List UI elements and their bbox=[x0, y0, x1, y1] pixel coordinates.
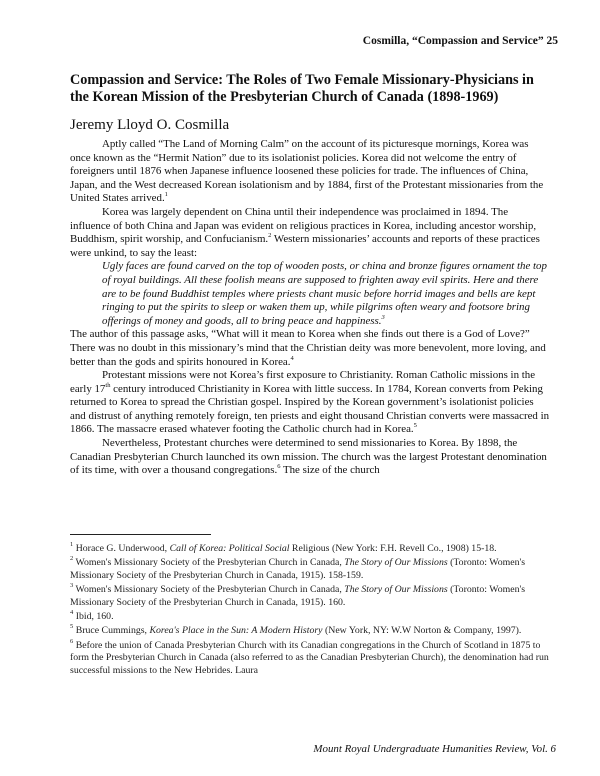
block-quote bbox=[102, 260, 550, 328]
journal-footer: Mount Royal Undergraduate Humanities Review, Vol. 6 bbox=[313, 743, 556, 755]
footnote-item bbox=[70, 584, 556, 609]
paragraph-text: Nevertheless, Protestant churches were determined to send missionaries to Korea. By 1898, the Canadian Presbyterian Church launched its own mission. The church was the largest Protestant denomination of its time, with over a thousand congregations. bbox=[70, 437, 547, 477]
footnote-text: Bruce Cummings, bbox=[75, 625, 150, 637]
footnotes bbox=[70, 541, 556, 677]
paragraph-2 bbox=[70, 206, 550, 260]
footnote-item bbox=[70, 543, 556, 555]
author-name: Jeremy Lloyd O. Cosmilla bbox=[70, 117, 230, 133]
footnote-item bbox=[70, 637, 556, 677]
footnote-ref[interactable]: 6 bbox=[277, 463, 281, 471]
footnote-text: (Toronto: Women's Missionary Society of the Presbyterian Church in Canada, 1915). 158-159. bbox=[70, 557, 526, 581]
footnote-title: Call of Korea: Political Social bbox=[169, 543, 290, 554]
footnote-title: Korea's Place in the Sun: A Modern History bbox=[149, 625, 323, 637]
footnote-ref[interactable]: 4 bbox=[290, 354, 294, 362]
paragraph-text: The author of this passage asks, “What will it mean to Korea when she finds out there is a God of Love?” There was no doubt in this missionary’s mind that the Christian deity was more benevolent, more loving, and better than the gods and spirits honoured in Korea. bbox=[70, 328, 546, 368]
footnote-text: Women's Missionary Society of the Presbyterian Church in Canada, bbox=[75, 584, 345, 596]
footnote-number: 5 bbox=[70, 623, 74, 631]
paragraph-1 bbox=[70, 138, 550, 206]
footnote-number: 4 bbox=[70, 609, 74, 617]
footnote-title: The Story of Our Missions bbox=[344, 557, 448, 569]
footnote-text: Before the union of Canada Presbyterian Church with its Canadian congregations in the Church of Scotland in 1875 to form the Presbyterian Church in Canada (also referred to as the Canadian Presbyterian Church), the denomination had run successful missions to the New Hebrides. Laura bbox=[70, 639, 549, 676]
paragraph-text: Aptly called “The Land of Morning Calm” on the account of its picturesque mornings, Korea was once known as the “Hermit Nation” due to its isolationist policies. Korea did not welcome the entry of foreigners until 1876 when Japanese influence loosened these policies for trade. The influences of China, Japan, and the West decreased Korean isolationism and by 1884, first of the Protestant missionaries from the United States arrived. bbox=[70, 138, 544, 205]
paragraph-text: Korea was largely dependent on China until their independence was proclaimed in 1894. The influence of both China and Japan was evident on religious practices in Korea, including ancestor worship, Buddhism, spirit worship, and Confucianism. bbox=[70, 205, 537, 246]
paragraph-text: century introduced Christianity in Korea with little success. In 1784, Korean converts from Peking returned to Korea to spread the Christian gospel. Inspired by the Korean government’s isolationist policies and distrust of anything remotely foreign, ten priests and eight thousand Christian converts were massacred in 1866. The massacre erased whatever footing the Catholic church had in Korea. bbox=[70, 382, 550, 436]
footnote-number: 3 bbox=[70, 582, 74, 590]
footnote-text: Religious (New York: F.H. Revell Co., 1908) 15-18. bbox=[289, 543, 497, 554]
footnote-text: (Toronto: Women's Missionary Society of the Presbyterian Church in Canada, 1915). 160. bbox=[70, 584, 526, 608]
ordinal-suffix: th bbox=[105, 381, 111, 389]
footnote-divider bbox=[70, 534, 211, 535]
footnote-text: Ibid, 160. bbox=[75, 611, 114, 623]
footnote-item bbox=[70, 557, 556, 582]
footnote-number: 2 bbox=[70, 555, 74, 563]
paragraph-text: The size of the church bbox=[280, 464, 380, 477]
footnote-item bbox=[70, 611, 556, 623]
footnote-ref[interactable]: 5 bbox=[413, 422, 417, 430]
footnote-number: 1 bbox=[70, 541, 74, 548]
paragraph-text: Protestant missions were not Korea’s first exposure to Christianity. Roman Catholic missions in the early 17 bbox=[70, 369, 536, 395]
article-title: Compassion and Service: The Roles of Two Female Missionary-Physicians in the Korean Mission of the Presbyterian Church of Canada (1898-1969) bbox=[70, 72, 534, 105]
article-body bbox=[70, 138, 550, 478]
paragraph-5 bbox=[70, 437, 550, 478]
running-head: Cosmilla, “Compassion and Service” 25 bbox=[362, 35, 558, 47]
paragraph-text: Western missionaries’ accounts and reports of these practices were unkind, to say the least: bbox=[70, 233, 540, 259]
footnote-ref[interactable]: 3 bbox=[381, 313, 385, 321]
footnote-number: 6 bbox=[70, 637, 74, 645]
footnote-ref[interactable]: 2 bbox=[268, 232, 272, 240]
paragraph-3 bbox=[70, 328, 550, 369]
footnote-text: (New York, NY: W.W Norton & Company, 1997). bbox=[322, 625, 522, 637]
footnote-title: The Story of Our Missions bbox=[344, 584, 448, 596]
paragraph-4 bbox=[70, 369, 550, 437]
footnote-text: Horace G. Underwood, bbox=[75, 543, 170, 554]
footnote-text: Women's Missionary Society of the Presbyterian Church in Canada, bbox=[75, 557, 345, 569]
quote-text: Ugly faces are found carved on the top of wooden posts, or china and bronze figures ornament the top of royal buildings. All these foolish means are supposed to frighten away evil spirits. Here and there are to be found Buddhist temples where priests chant music before horrid images and bells are kept ringing to put the spirits to sleep or waken them up, while pilgrims often weary and footsore bring offerings of money and goods, all to bring peace and happiness. bbox=[102, 260, 547, 327]
footnote-item bbox=[70, 625, 556, 637]
footnote-ref[interactable]: 1 bbox=[164, 191, 168, 199]
